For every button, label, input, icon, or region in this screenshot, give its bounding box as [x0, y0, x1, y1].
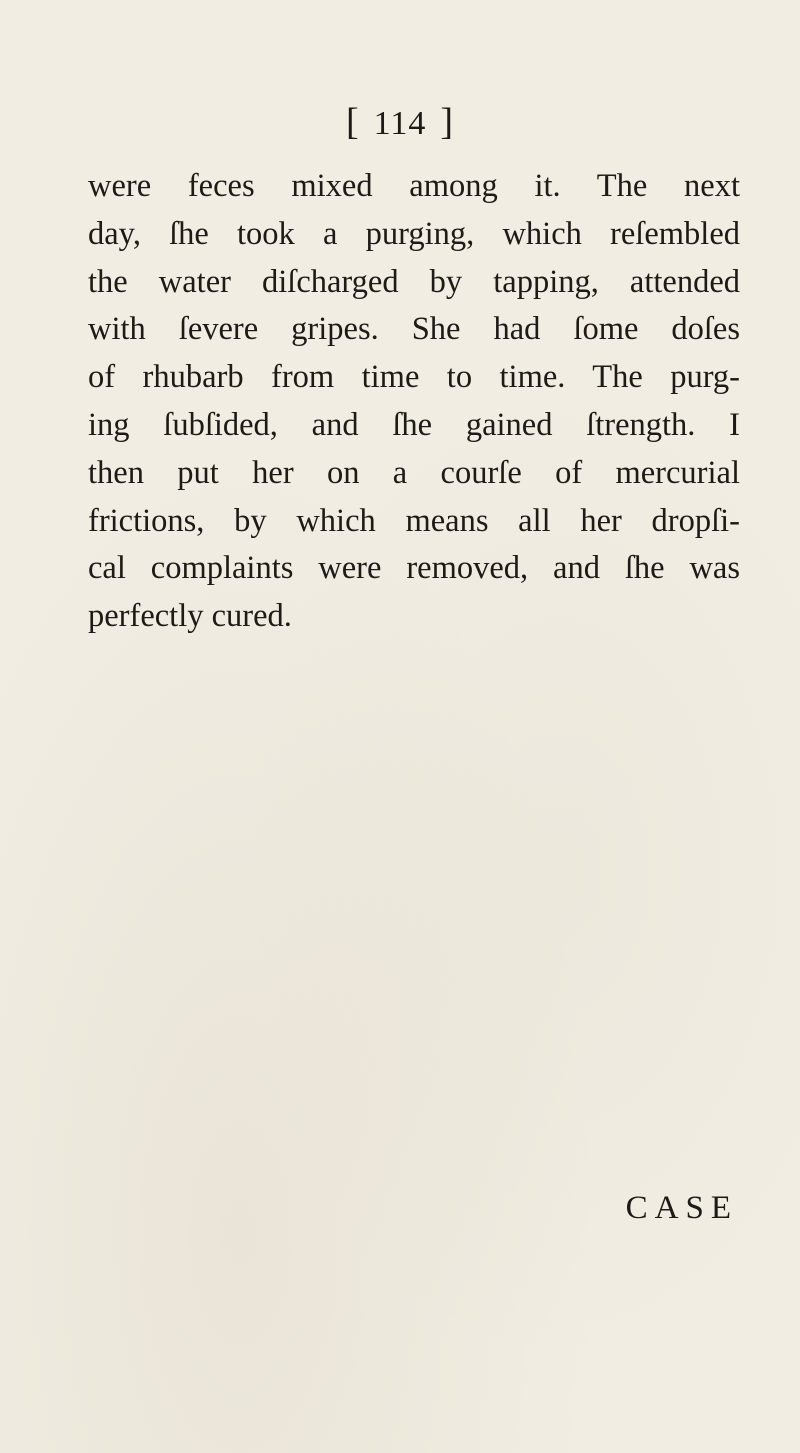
text-line-1: were feces mixed among it. The next [88, 168, 740, 204]
page-header [0, 100, 800, 144]
text-line-7: then put her on a courſe of mercurial [88, 454, 740, 491]
text-line-2: day, ſhe took a purging, which reſembled [88, 215, 740, 252]
body-text [88, 163, 740, 641]
open-bracket: [ [345, 101, 360, 143]
page-number: 114 [373, 105, 427, 142]
text-line-8: frictions, by which means all her dropſi- [88, 502, 740, 539]
catchword: CASE [625, 1190, 738, 1226]
close-bracket: ] [440, 101, 455, 143]
text-line-9: cal complaints were removed, and ſhe was [88, 550, 740, 587]
text-line-5: of rhubarb from time to time. The purg- [88, 359, 740, 396]
text-line-3: the water diſcharged by tapping, attended [88, 263, 740, 300]
text-line-6: ing ſubſided, and ſhe gained ſtrength. I [88, 406, 740, 443]
text-line-10: perfectly cured. [88, 598, 292, 635]
text-line-4: with ſevere gripes. She had ſome doſes [88, 311, 740, 348]
